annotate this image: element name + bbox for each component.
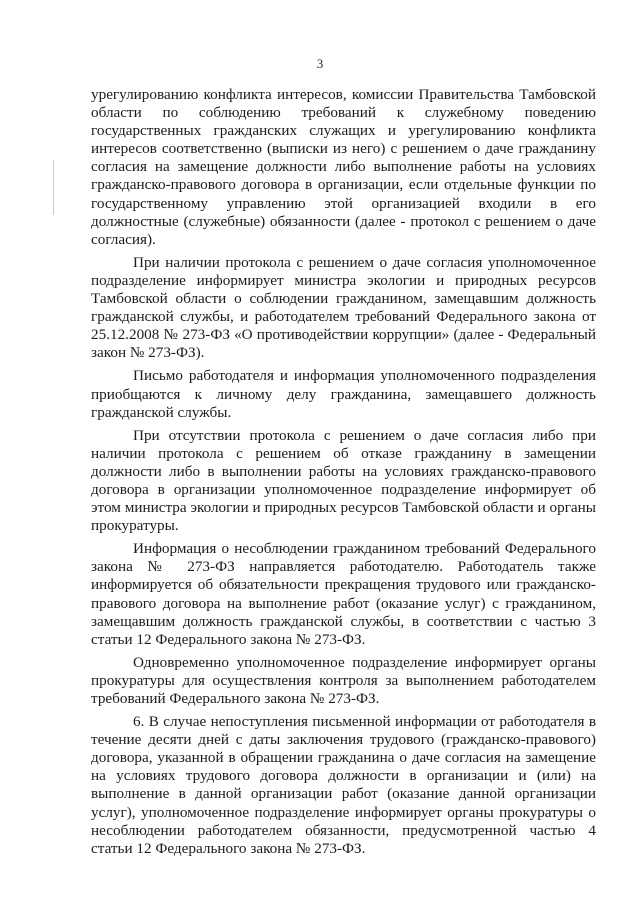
page-number: 3 [316, 56, 324, 71]
paragraph-prosecutor-notice: Одновременно уполномоченное подразделение информирует органы прокуратуры для осуществления контроля за выполнением работодателем требований Федерального закона № 273-ФЗ. [91, 653, 596, 707]
paragraph-employer-letter: Письмо работодателя и информация уполномоченного подразделения приобщаются к личному делу гражданина, замещавшего должность гражданской службы. [91, 367, 596, 421]
scan-margin-mark [53, 160, 54, 215]
paragraph-item-6: 6. В случае непоступления письменной информации от работодателя в течение десяти дней с даты заключения трудового (гражданско-правового) договора, указанной в обращении гражданина о даче согласия на замещение на условиях трудового договора должности в организации и (или) на выполнение в данной организации работ (оказание данной организации услуг), уполномоченное подразделение информирует органы прокуратуры о несоблюдении работодателем обязанности, предусмотренной частью 4 статьи 12 Федерального закона № 273-ФЗ. [91, 713, 596, 857]
paragraph-consent-protocol: При наличии протокола с решением о даче согласия уполномоченное подразделение информирует министра экологии и природных ресурсов Тамбовской области о соблюдении гражданином, замещавшим должность гражданской службы, и работодателем требований Федерального закона от 25.12.2008 № 273-ФЗ «О противодействии коррупции» (далее - Федеральный закон № 273-ФЗ). [91, 253, 596, 362]
paragraph-continuation: урегулированию конфликта интересов, комиссии Правительства Тамбовской области по соблюдению требований к служебному поведению государственных гражданских служащих и урегулированию конфликта интересов соответственно (выписки из него) с решением о даче гражданину согласия на замещение должности либо выполнение работы на условиях гражданско-правового договора в организации, если отдельные функции по государственному управлению этой организацией входили в его должностные (служебные) обязанности (далее - протокол с решением о даче согласия). [91, 86, 596, 248]
paragraph-noncompliance-info: Информация о несоблюдении гражданином требований Федерального закона № 273-ФЗ направляется работодателю. Работодатель также информируется об обязательности прекращения трудового или гражданско-правового договора на выполнение работ (оказание услуг) с гражданином, замещавшим должность гражданской службы, в соответствии с частью 3 статьи 12 Федерального закона № 273-ФЗ. [91, 540, 596, 648]
document-body [91, 86, 596, 858]
paragraph-no-protocol: При отсутствии протокола с решением о даче согласия либо при наличии протокола с решением об отказе гражданину в замещении должности либо в выполнении работы на условиях гражданско-правового договора в организации уполномоченное подразделение информирует об этом министра экологии и природных ресурсов Тамбовской области и органы прокуратуры. [91, 426, 596, 535]
